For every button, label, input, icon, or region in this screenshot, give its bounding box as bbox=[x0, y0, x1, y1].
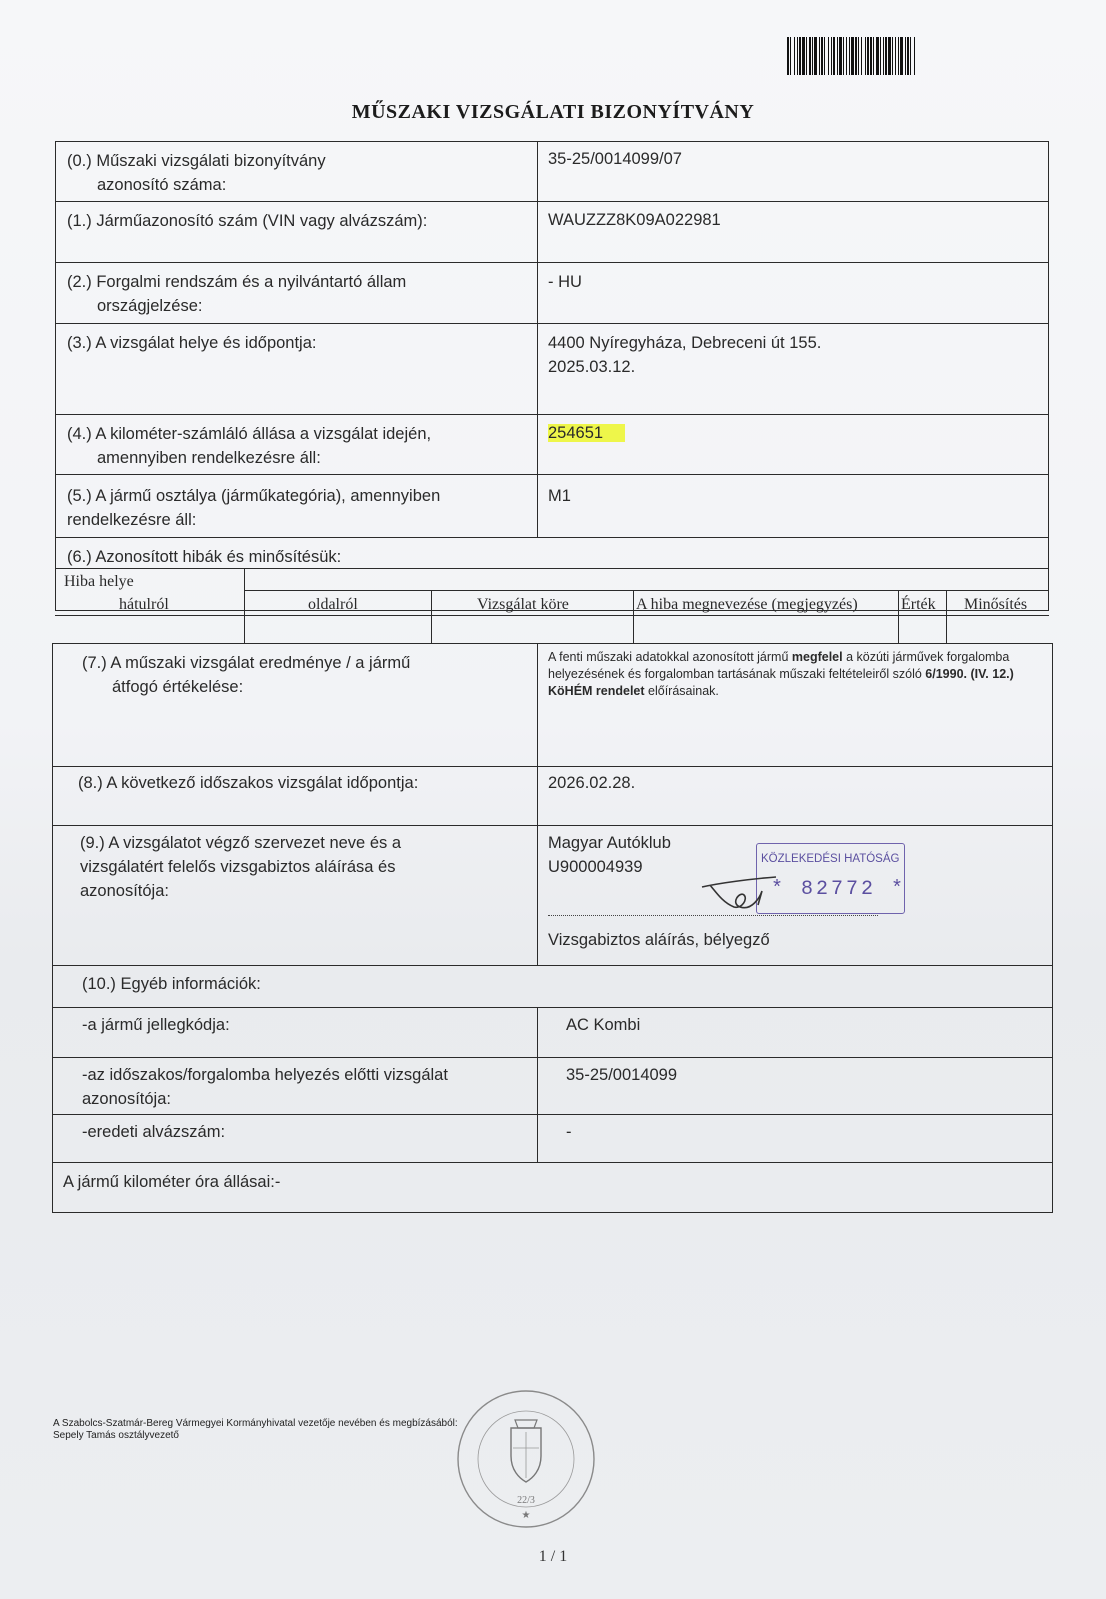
col-value: Érték bbox=[901, 596, 936, 613]
document-title: MŰSZAKI VIZSGÁLATI BIZONYÍTVÁNY bbox=[351, 101, 755, 123]
other-info-label-2: -eredeti alvázszám: bbox=[82, 1123, 226, 1141]
column-divider bbox=[537, 1007, 538, 1162]
inspector-signature bbox=[700, 873, 790, 913]
odometer-highlight: 254651 bbox=[548, 424, 625, 442]
registration-value: - HU bbox=[548, 273, 582, 291]
row-divider bbox=[52, 825, 1053, 826]
svg-text:★: ★ bbox=[521, 1510, 531, 1521]
row-divider bbox=[55, 474, 1049, 475]
row-divider bbox=[55, 537, 1049, 538]
row-divider bbox=[52, 1007, 1053, 1008]
other-info-label-1: -az időszakos/forgalomba helyezés előtti vizsgálat azonosítója: bbox=[82, 1066, 448, 1108]
vin-value: WAUZZZ8K09A022981 bbox=[548, 211, 721, 229]
col-rating: Minősítés bbox=[964, 596, 1028, 613]
field-label-4: (4.) A kilométer-számláló állása a vizsgálat idején, amennyiben rendelkezésre áll: bbox=[67, 425, 432, 467]
vehicle-class-value: M1 bbox=[548, 487, 571, 505]
issuer-note: A Szabolcs-Szatmár-Bereg Vármegyei Kormányhivatal vezetője nevében és megbízásából: Sepely Tamás osztályvezető bbox=[53, 1418, 458, 1441]
column-divider bbox=[898, 590, 899, 643]
inspection-result: A fenti műszaki adatokkal azonosított jármű megfelel a közúti járművek forgalomba helyezésének és forgalomban tartásának műszaki feltételeiről szóló 6/1990. (IV. 12.) KöHÉM rendelet előírásainak. bbox=[548, 650, 1014, 698]
signature-caption: Vizsgabiztos aláírás, bélyegző bbox=[548, 931, 770, 949]
inspector-org: Magyar Autóklub U900004939 bbox=[548, 834, 671, 876]
row-divider bbox=[52, 1162, 1053, 1163]
row-divider bbox=[55, 323, 1049, 324]
row-divider bbox=[52, 1057, 1053, 1058]
field-label-2: (2.) Forgalmi rendszám és a nyilvántartó állam országjelzése: bbox=[67, 273, 407, 315]
field-label-1: (1.) Járműazonosító szám (VIN vagy alvázszám): bbox=[67, 212, 428, 230]
defect-location-header: Hiba helye bbox=[64, 573, 134, 590]
field-label-10: (10.) Egyéb információk: bbox=[82, 975, 261, 993]
row-divider bbox=[52, 1114, 1053, 1115]
field-label-6: (6.) Azonosított hibák és minősítésük: bbox=[67, 548, 342, 566]
next-inspection-date: 2026.02.28. bbox=[548, 774, 636, 792]
row-divider bbox=[52, 965, 1053, 966]
odometer-value bbox=[548, 421, 625, 445]
prior-inspection-id: 35-25/0014099 bbox=[566, 1066, 678, 1084]
inspection-place-date: 4400 Nyíregyháza, Debreceni út 155. 2025.03.12. bbox=[548, 334, 822, 376]
original-chassis-value: - bbox=[566, 1123, 572, 1141]
stamp-number: * 82772 * bbox=[771, 878, 907, 901]
vehicle-type-code: AC Kombi bbox=[566, 1016, 641, 1034]
col-side: oldalról bbox=[308, 596, 358, 613]
row-divider bbox=[55, 262, 1049, 263]
column-divider bbox=[431, 590, 432, 643]
barcode bbox=[787, 37, 1046, 75]
row-divider bbox=[52, 766, 1053, 767]
field-label-5: (5.) A jármű osztálya (járműkategória), amennyiben rendelkezésre áll: bbox=[67, 487, 441, 529]
row-divider bbox=[55, 201, 1049, 202]
field-label-7: (7.) A műszaki vizsgálat eredménye / a jármű átfogó értékelése: bbox=[82, 654, 411, 696]
barcode-gap bbox=[915, 37, 917, 75]
field-label-3: (3.) A vizsgálat helye és időpontja: bbox=[67, 334, 317, 352]
row-divider bbox=[244, 590, 1049, 591]
other-info-label-0: -a jármű jellegkódja: bbox=[82, 1016, 230, 1034]
column-divider bbox=[537, 643, 538, 965]
column-divider bbox=[946, 590, 947, 643]
column-divider bbox=[537, 141, 538, 537]
field-label-0: (0.) Műszaki vizsgálati bizonyítvány azonosító száma: bbox=[67, 152, 326, 194]
column-divider bbox=[633, 590, 634, 643]
col-rear: hátulról bbox=[119, 596, 169, 613]
stamp-title: KÖZLEKEDÉSI HATÓSÁG bbox=[761, 853, 900, 865]
field-label-8: (8.) A következő időszakos vizsgálat időpontja: bbox=[78, 774, 419, 792]
seal-number: 22/3 bbox=[517, 1495, 535, 1506]
column-divider bbox=[244, 568, 245, 643]
official-seal bbox=[455, 1388, 597, 1530]
col-defect-name: A hiba megnevezése (megjegyzés) bbox=[636, 596, 858, 613]
certificate-number: 35-25/0014099/07 bbox=[548, 150, 682, 168]
page-number: 1 / 1 bbox=[538, 1548, 568, 1565]
col-scope: Vizsgálat köre bbox=[477, 596, 569, 613]
signature-line bbox=[548, 915, 878, 916]
field-label-9: (9.) A vizsgálatot végző szervezet neve és a vizsgálatért felelős vizsgabiztos aláírása és azonosítója: bbox=[80, 834, 402, 900]
odometer-history: A jármű kilométer óra állásai:- bbox=[63, 1173, 281, 1191]
row-divider bbox=[55, 414, 1049, 415]
